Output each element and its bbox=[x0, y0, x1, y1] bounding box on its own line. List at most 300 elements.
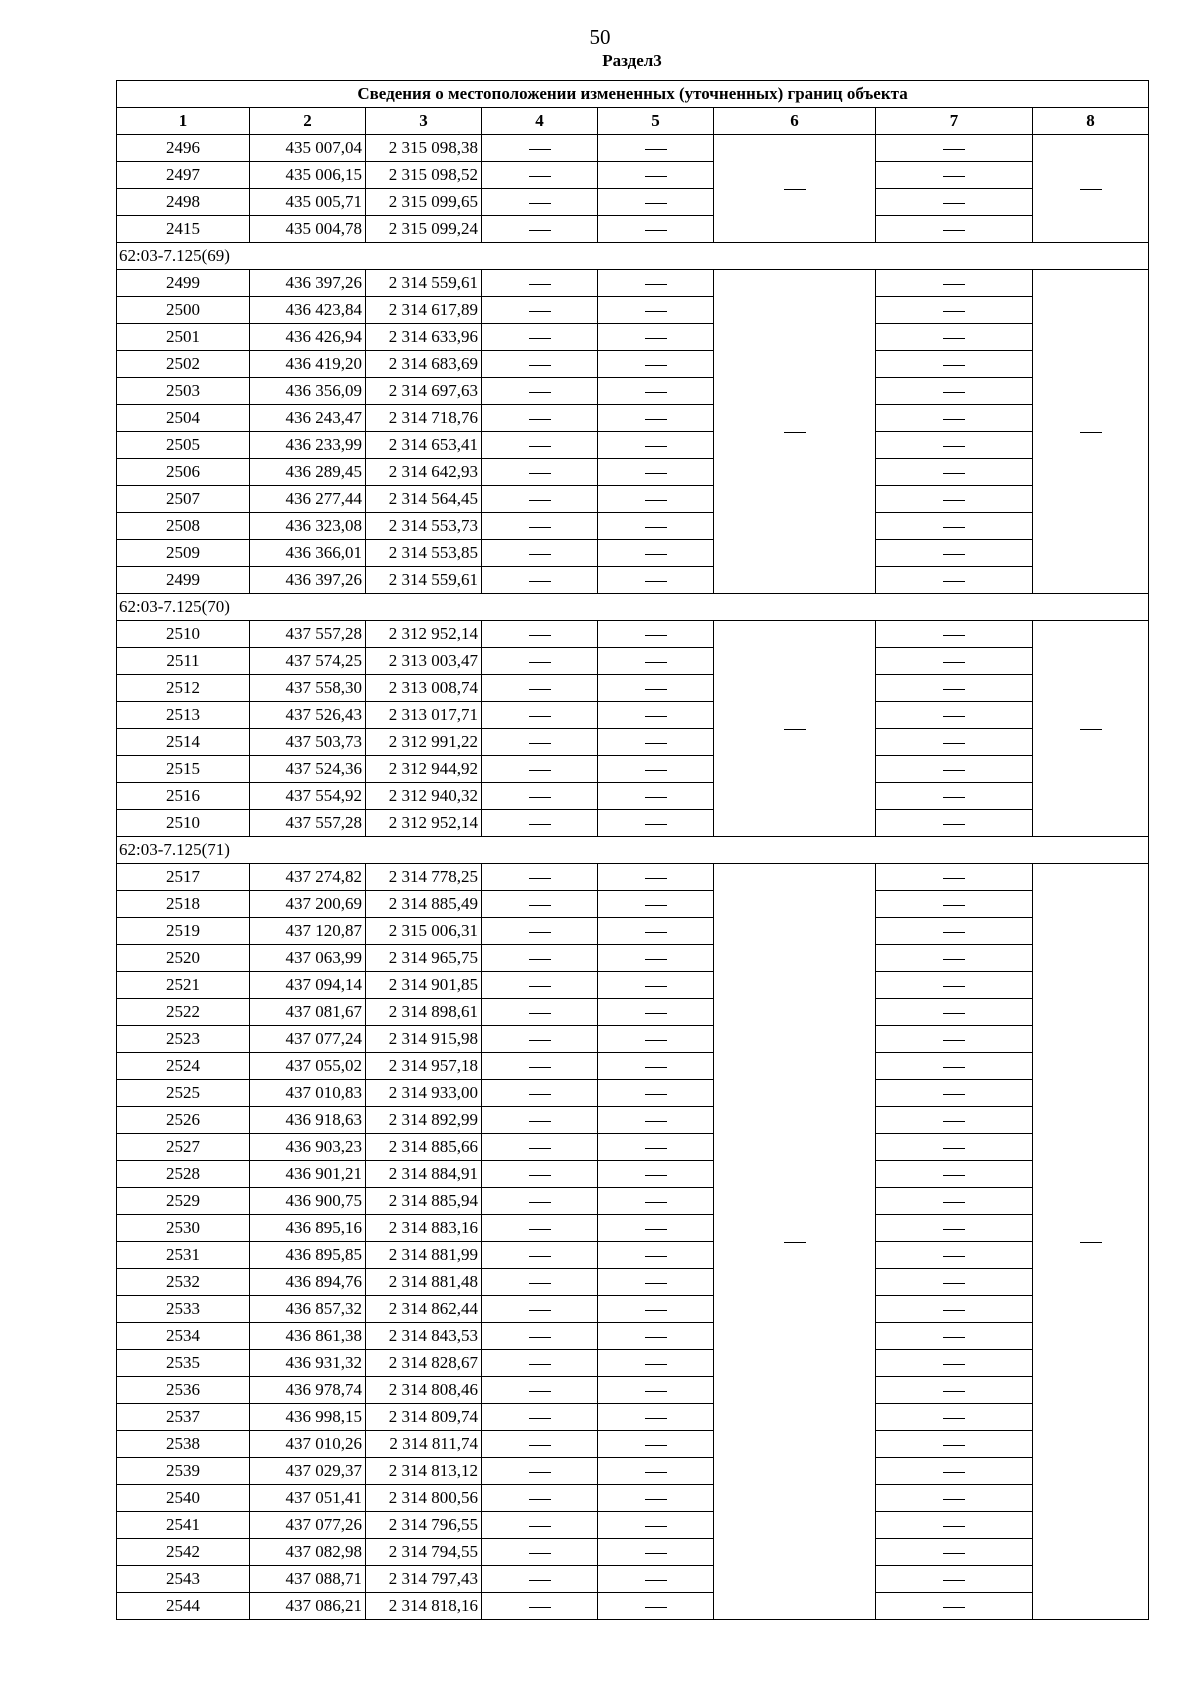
dash-mark bbox=[645, 230, 667, 231]
dash-mark bbox=[529, 1526, 551, 1527]
dash-mark bbox=[943, 1499, 965, 1500]
x-coordinate-cell: 436 426,94 bbox=[250, 324, 366, 351]
y-coordinate-cell: 2 314 559,61 bbox=[366, 567, 482, 594]
x-coordinate-cell: 437 120,87 bbox=[250, 918, 366, 945]
x-coordinate-cell: 435 007,04 bbox=[250, 135, 366, 162]
dash-mark bbox=[529, 1499, 551, 1500]
dash-mark bbox=[943, 527, 965, 528]
column-5-cell bbox=[598, 567, 714, 594]
dash-mark bbox=[943, 824, 965, 825]
x-coordinate-cell: 435 004,78 bbox=[250, 216, 366, 243]
dash-mark bbox=[529, 716, 551, 717]
dash-mark bbox=[943, 473, 965, 474]
y-coordinate-cell: 2 314 881,99 bbox=[366, 1242, 482, 1269]
column-5-cell bbox=[598, 972, 714, 999]
column-5-cell bbox=[598, 540, 714, 567]
dash-mark bbox=[943, 1391, 965, 1392]
x-coordinate-cell: 437 526,43 bbox=[250, 702, 366, 729]
column-5-cell bbox=[598, 1296, 714, 1323]
column-7-cell bbox=[876, 1566, 1033, 1593]
x-coordinate-cell: 437 200,69 bbox=[250, 891, 366, 918]
y-coordinate-cell: 2 315 098,52 bbox=[366, 162, 482, 189]
table-body bbox=[117, 135, 1149, 1620]
table-row bbox=[117, 1161, 1149, 1188]
dash-mark bbox=[645, 986, 667, 987]
column-7-cell bbox=[876, 810, 1033, 837]
y-coordinate-cell: 2 312 940,32 bbox=[366, 783, 482, 810]
column-7-cell bbox=[876, 1377, 1033, 1404]
table-row bbox=[117, 432, 1149, 459]
dash-mark bbox=[529, 1364, 551, 1365]
column-7-cell bbox=[876, 1323, 1033, 1350]
dash-mark bbox=[943, 581, 965, 582]
dash-mark bbox=[645, 1283, 667, 1284]
column-7-cell bbox=[876, 1134, 1033, 1161]
dash-mark bbox=[529, 662, 551, 663]
y-coordinate-cell: 2 314 892,99 bbox=[366, 1107, 482, 1134]
dash-mark bbox=[943, 311, 965, 312]
dash-mark bbox=[645, 1067, 667, 1068]
column-4-cell bbox=[482, 1431, 598, 1458]
dash-mark bbox=[943, 959, 965, 960]
table-caption: Сведения о местоположении измененных (уточненных) границ объекта bbox=[117, 81, 1149, 108]
x-coordinate-cell: 437 086,21 bbox=[250, 1593, 366, 1620]
y-coordinate-cell: 2 314 633,96 bbox=[366, 324, 482, 351]
dash-mark bbox=[645, 365, 667, 366]
column-7-cell bbox=[876, 1296, 1033, 1323]
column-4-cell bbox=[482, 1026, 598, 1053]
dash-mark bbox=[645, 1553, 667, 1554]
column-4-cell bbox=[482, 891, 598, 918]
table-row bbox=[117, 945, 1149, 972]
column-6-merged-cell bbox=[714, 621, 876, 837]
point-number-cell: 2498 bbox=[117, 189, 250, 216]
group-row bbox=[117, 594, 1149, 621]
dash-mark bbox=[645, 662, 667, 663]
x-coordinate-cell: 437 055,02 bbox=[250, 1053, 366, 1080]
column-4-cell bbox=[482, 972, 598, 999]
column-4-cell bbox=[482, 324, 598, 351]
dash-mark bbox=[529, 1067, 551, 1068]
column-8-merged-cell bbox=[1033, 135, 1149, 243]
dash-mark bbox=[645, 716, 667, 717]
column-7-cell bbox=[876, 1485, 1033, 1512]
point-number-cell: 2503 bbox=[117, 378, 250, 405]
point-number-cell: 2521 bbox=[117, 972, 250, 999]
dash-mark bbox=[645, 1229, 667, 1230]
section-title: Раздел3 bbox=[602, 51, 662, 70]
dash-mark bbox=[943, 1148, 965, 1149]
dash-mark bbox=[943, 1229, 965, 1230]
table-row bbox=[117, 702, 1149, 729]
column-7-cell bbox=[876, 486, 1033, 513]
column-7-cell bbox=[876, 1215, 1033, 1242]
column-4-cell bbox=[482, 864, 598, 891]
column-5-cell bbox=[598, 297, 714, 324]
column-5-cell bbox=[598, 945, 714, 972]
dash-mark bbox=[784, 189, 806, 190]
dash-mark bbox=[529, 1256, 551, 1257]
y-coordinate-cell: 2 314 800,56 bbox=[366, 1485, 482, 1512]
column-7-cell bbox=[876, 216, 1033, 243]
column-7-cell bbox=[876, 1593, 1033, 1620]
point-number-cell: 2512 bbox=[117, 675, 250, 702]
dash-mark bbox=[529, 1121, 551, 1122]
point-number-cell: 2542 bbox=[117, 1539, 250, 1566]
column-7-cell bbox=[876, 297, 1033, 324]
column-header-5: 5 bbox=[598, 108, 714, 135]
column-4-cell bbox=[482, 648, 598, 675]
dash-mark bbox=[943, 1013, 965, 1014]
column-5-cell bbox=[598, 864, 714, 891]
column-7-cell bbox=[876, 1080, 1033, 1107]
dash-mark bbox=[784, 729, 806, 730]
table-row bbox=[117, 1593, 1149, 1620]
table-row bbox=[117, 891, 1149, 918]
column-4-cell bbox=[482, 1080, 598, 1107]
x-coordinate-cell: 436 243,47 bbox=[250, 405, 366, 432]
dash-mark bbox=[529, 932, 551, 933]
y-coordinate-cell: 2 314 553,85 bbox=[366, 540, 482, 567]
column-5-cell bbox=[598, 1512, 714, 1539]
column-5-cell bbox=[598, 675, 714, 702]
point-number-cell: 2506 bbox=[117, 459, 250, 486]
dash-mark bbox=[943, 338, 965, 339]
dash-mark bbox=[529, 1418, 551, 1419]
dash-mark bbox=[943, 1067, 965, 1068]
column-5-cell bbox=[598, 1404, 714, 1431]
column-4-cell bbox=[482, 1512, 598, 1539]
dash-mark bbox=[645, 1526, 667, 1527]
column-5-cell bbox=[598, 1566, 714, 1593]
dash-mark bbox=[529, 1553, 551, 1554]
column-5-cell bbox=[598, 1458, 714, 1485]
column-5-cell bbox=[598, 1161, 714, 1188]
y-coordinate-cell: 2 312 952,14 bbox=[366, 621, 482, 648]
dash-mark bbox=[529, 743, 551, 744]
x-coordinate-cell: 436 356,09 bbox=[250, 378, 366, 405]
table-row bbox=[117, 1188, 1149, 1215]
column-7-cell bbox=[876, 135, 1033, 162]
table-row bbox=[117, 1323, 1149, 1350]
dash-mark bbox=[943, 419, 965, 420]
table-row bbox=[117, 486, 1149, 513]
y-coordinate-cell: 2 314 796,55 bbox=[366, 1512, 482, 1539]
column-7-cell bbox=[876, 1512, 1033, 1539]
column-5-cell bbox=[598, 1323, 714, 1350]
dash-mark bbox=[529, 311, 551, 312]
table-row bbox=[117, 135, 1149, 162]
y-coordinate-cell: 2 314 564,45 bbox=[366, 486, 482, 513]
dash-mark bbox=[529, 878, 551, 879]
column-7-cell bbox=[876, 675, 1033, 702]
dash-mark bbox=[1080, 432, 1102, 433]
column-7-cell bbox=[876, 1431, 1033, 1458]
column-4-cell bbox=[482, 1485, 598, 1512]
dash-mark bbox=[529, 365, 551, 366]
column-4-cell bbox=[482, 486, 598, 513]
dash-mark bbox=[1080, 1242, 1102, 1243]
column-7-cell bbox=[876, 1350, 1033, 1377]
group-row bbox=[117, 243, 1149, 270]
column-4-cell bbox=[482, 918, 598, 945]
x-coordinate-cell: 436 366,01 bbox=[250, 540, 366, 567]
dash-mark bbox=[529, 284, 551, 285]
dash-mark bbox=[943, 932, 965, 933]
dash-mark bbox=[529, 527, 551, 528]
dash-mark bbox=[645, 635, 667, 636]
column-5-cell bbox=[598, 1134, 714, 1161]
point-number-cell: 2515 bbox=[117, 756, 250, 783]
column-6-merged-cell bbox=[714, 864, 876, 1620]
table-row bbox=[117, 1404, 1149, 1431]
point-number-cell: 2531 bbox=[117, 1242, 250, 1269]
table-row bbox=[117, 216, 1149, 243]
dash-mark bbox=[529, 176, 551, 177]
column-7-cell bbox=[876, 918, 1033, 945]
point-number-cell: 2534 bbox=[117, 1323, 250, 1350]
column-4-cell bbox=[482, 1053, 598, 1080]
x-coordinate-cell: 436 289,45 bbox=[250, 459, 366, 486]
x-coordinate-cell: 436 895,85 bbox=[250, 1242, 366, 1269]
x-coordinate-cell: 437 077,26 bbox=[250, 1512, 366, 1539]
dash-mark bbox=[943, 365, 965, 366]
column-8-merged-cell bbox=[1033, 864, 1149, 1620]
dash-mark bbox=[1080, 729, 1102, 730]
y-coordinate-cell: 2 314 957,18 bbox=[366, 1053, 482, 1080]
column-5-cell bbox=[598, 1053, 714, 1080]
dash-mark bbox=[529, 1391, 551, 1392]
dash-mark bbox=[645, 1499, 667, 1500]
dash-mark bbox=[645, 1175, 667, 1176]
y-coordinate-cell: 2 315 099,65 bbox=[366, 189, 482, 216]
dash-mark bbox=[645, 932, 667, 933]
table-row bbox=[117, 297, 1149, 324]
point-number-cell: 2530 bbox=[117, 1215, 250, 1242]
dash-mark bbox=[529, 1472, 551, 1473]
y-coordinate-cell: 2 314 843,53 bbox=[366, 1323, 482, 1350]
dash-mark bbox=[943, 1472, 965, 1473]
column-4-cell bbox=[482, 756, 598, 783]
column-5-cell bbox=[598, 783, 714, 810]
column-7-cell bbox=[876, 999, 1033, 1026]
x-coordinate-cell: 436 918,63 bbox=[250, 1107, 366, 1134]
point-number-cell: 2520 bbox=[117, 945, 250, 972]
column-4-cell bbox=[482, 351, 598, 378]
table-row bbox=[117, 1539, 1149, 1566]
point-number-cell: 2508 bbox=[117, 513, 250, 540]
column-7-cell bbox=[876, 648, 1033, 675]
table-row bbox=[117, 1566, 1149, 1593]
dash-mark bbox=[529, 149, 551, 150]
group-label: 62:03-7.125(71) bbox=[117, 837, 1149, 864]
x-coordinate-cell: 437 274,82 bbox=[250, 864, 366, 891]
point-number-cell: 2544 bbox=[117, 1593, 250, 1620]
x-coordinate-cell: 436 998,15 bbox=[250, 1404, 366, 1431]
dash-mark bbox=[943, 500, 965, 501]
column-8-merged-cell bbox=[1033, 621, 1149, 837]
y-coordinate-cell: 2 314 898,61 bbox=[366, 999, 482, 1026]
y-coordinate-cell: 2 314 794,55 bbox=[366, 1539, 482, 1566]
y-coordinate-cell: 2 314 718,76 bbox=[366, 405, 482, 432]
dash-mark bbox=[943, 1283, 965, 1284]
dash-mark bbox=[529, 1013, 551, 1014]
column-header-3: 3 bbox=[366, 108, 482, 135]
dash-mark bbox=[529, 770, 551, 771]
column-5-cell bbox=[598, 999, 714, 1026]
point-number-cell: 2529 bbox=[117, 1188, 250, 1215]
y-coordinate-cell: 2 314 828,67 bbox=[366, 1350, 482, 1377]
table-row bbox=[117, 324, 1149, 351]
column-7-cell bbox=[876, 405, 1033, 432]
x-coordinate-cell: 436 895,16 bbox=[250, 1215, 366, 1242]
dash-mark bbox=[943, 284, 965, 285]
column-7-cell bbox=[876, 189, 1033, 216]
y-coordinate-cell: 2 314 933,00 bbox=[366, 1080, 482, 1107]
table-row bbox=[117, 675, 1149, 702]
table-row bbox=[117, 189, 1149, 216]
y-coordinate-cell: 2 314 811,74 bbox=[366, 1431, 482, 1458]
table-row bbox=[117, 648, 1149, 675]
dash-mark bbox=[645, 1040, 667, 1041]
dash-mark bbox=[943, 662, 965, 663]
column-7-cell bbox=[876, 567, 1033, 594]
table-row bbox=[117, 1134, 1149, 1161]
dash-mark bbox=[645, 905, 667, 906]
column-5-cell bbox=[598, 1485, 714, 1512]
dash-mark bbox=[529, 986, 551, 987]
point-number-cell: 2543 bbox=[117, 1566, 250, 1593]
point-number-cell: 2510 bbox=[117, 810, 250, 837]
dash-mark bbox=[645, 1364, 667, 1365]
x-coordinate-cell: 436 903,23 bbox=[250, 1134, 366, 1161]
x-coordinate-cell: 437 094,14 bbox=[250, 972, 366, 999]
dash-mark bbox=[529, 1229, 551, 1230]
y-coordinate-cell: 2 314 915,98 bbox=[366, 1026, 482, 1053]
dash-mark bbox=[943, 1121, 965, 1122]
dash-mark bbox=[645, 581, 667, 582]
column-number-row bbox=[117, 108, 1149, 135]
column-4-cell bbox=[482, 297, 598, 324]
column-4-cell bbox=[482, 999, 598, 1026]
point-number-cell: 2519 bbox=[117, 918, 250, 945]
dash-mark bbox=[943, 203, 965, 204]
x-coordinate-cell: 437 503,73 bbox=[250, 729, 366, 756]
column-5-cell bbox=[598, 162, 714, 189]
column-4-cell bbox=[482, 459, 598, 486]
dash-mark bbox=[943, 797, 965, 798]
column-4-cell bbox=[482, 162, 598, 189]
group-label: 62:03-7.125(70) bbox=[117, 594, 1149, 621]
column-5-cell bbox=[598, 1215, 714, 1242]
column-header-7: 7 bbox=[876, 108, 1033, 135]
x-coordinate-cell: 437 524,36 bbox=[250, 756, 366, 783]
dash-mark bbox=[645, 473, 667, 474]
column-8-merged-cell bbox=[1033, 270, 1149, 594]
column-5-cell bbox=[598, 729, 714, 756]
dash-mark bbox=[943, 1553, 965, 1554]
y-coordinate-cell: 2 314 778,25 bbox=[366, 864, 482, 891]
x-coordinate-cell: 437 574,25 bbox=[250, 648, 366, 675]
column-5-cell bbox=[598, 891, 714, 918]
table-row bbox=[117, 783, 1149, 810]
column-4-cell bbox=[482, 1215, 598, 1242]
column-4-cell bbox=[482, 1458, 598, 1485]
x-coordinate-cell: 436 901,21 bbox=[250, 1161, 366, 1188]
column-4-cell bbox=[482, 1107, 598, 1134]
column-7-cell bbox=[876, 1404, 1033, 1431]
x-coordinate-cell: 437 558,30 bbox=[250, 675, 366, 702]
y-coordinate-cell: 2 314 901,85 bbox=[366, 972, 482, 999]
y-coordinate-cell: 2 314 862,44 bbox=[366, 1296, 482, 1323]
dash-mark bbox=[529, 230, 551, 231]
x-coordinate-cell: 436 397,26 bbox=[250, 567, 366, 594]
column-4-cell bbox=[482, 1323, 598, 1350]
column-5-cell bbox=[598, 270, 714, 297]
column-4-cell bbox=[482, 432, 598, 459]
column-5-cell bbox=[598, 1539, 714, 1566]
y-coordinate-cell: 2 314 813,12 bbox=[366, 1458, 482, 1485]
dash-mark bbox=[645, 1445, 667, 1446]
point-number-cell: 2532 bbox=[117, 1269, 250, 1296]
x-coordinate-cell: 436 857,32 bbox=[250, 1296, 366, 1323]
table-row bbox=[117, 810, 1149, 837]
column-7-cell bbox=[876, 864, 1033, 891]
dash-mark bbox=[529, 446, 551, 447]
column-5-cell bbox=[598, 513, 714, 540]
column-7-cell bbox=[876, 1539, 1033, 1566]
dash-mark bbox=[645, 797, 667, 798]
x-coordinate-cell: 437 082,98 bbox=[250, 1539, 366, 1566]
x-coordinate-cell: 435 005,71 bbox=[250, 189, 366, 216]
dash-mark bbox=[645, 1607, 667, 1608]
column-4-cell bbox=[482, 675, 598, 702]
y-coordinate-cell: 2 314 553,73 bbox=[366, 513, 482, 540]
point-number-cell: 2500 bbox=[117, 297, 250, 324]
y-coordinate-cell: 2 314 809,74 bbox=[366, 1404, 482, 1431]
dash-mark bbox=[529, 1607, 551, 1608]
column-4-cell bbox=[482, 405, 598, 432]
dash-mark bbox=[943, 1364, 965, 1365]
column-7-cell bbox=[876, 756, 1033, 783]
dash-mark bbox=[943, 770, 965, 771]
y-coordinate-cell: 2 314 683,69 bbox=[366, 351, 482, 378]
column-7-cell bbox=[876, 1269, 1033, 1296]
column-4-cell bbox=[482, 945, 598, 972]
x-coordinate-cell: 437 010,83 bbox=[250, 1080, 366, 1107]
table-row bbox=[117, 378, 1149, 405]
dash-mark bbox=[943, 689, 965, 690]
column-7-cell bbox=[876, 729, 1033, 756]
y-coordinate-cell: 2 314 885,66 bbox=[366, 1134, 482, 1161]
column-5-cell bbox=[598, 1269, 714, 1296]
dash-mark bbox=[645, 419, 667, 420]
table-row bbox=[117, 513, 1149, 540]
column-5-cell bbox=[598, 486, 714, 513]
dash-mark bbox=[529, 473, 551, 474]
dash-mark bbox=[943, 1094, 965, 1095]
dash-mark bbox=[529, 1094, 551, 1095]
point-number-cell: 2507 bbox=[117, 486, 250, 513]
column-7-cell bbox=[876, 432, 1033, 459]
column-5-cell bbox=[598, 459, 714, 486]
x-coordinate-cell: 436 323,08 bbox=[250, 513, 366, 540]
column-4-cell bbox=[482, 1566, 598, 1593]
x-coordinate-cell: 436 861,38 bbox=[250, 1323, 366, 1350]
x-coordinate-cell: 436 894,76 bbox=[250, 1269, 366, 1296]
dash-mark bbox=[645, 1418, 667, 1419]
column-4-cell bbox=[482, 189, 598, 216]
